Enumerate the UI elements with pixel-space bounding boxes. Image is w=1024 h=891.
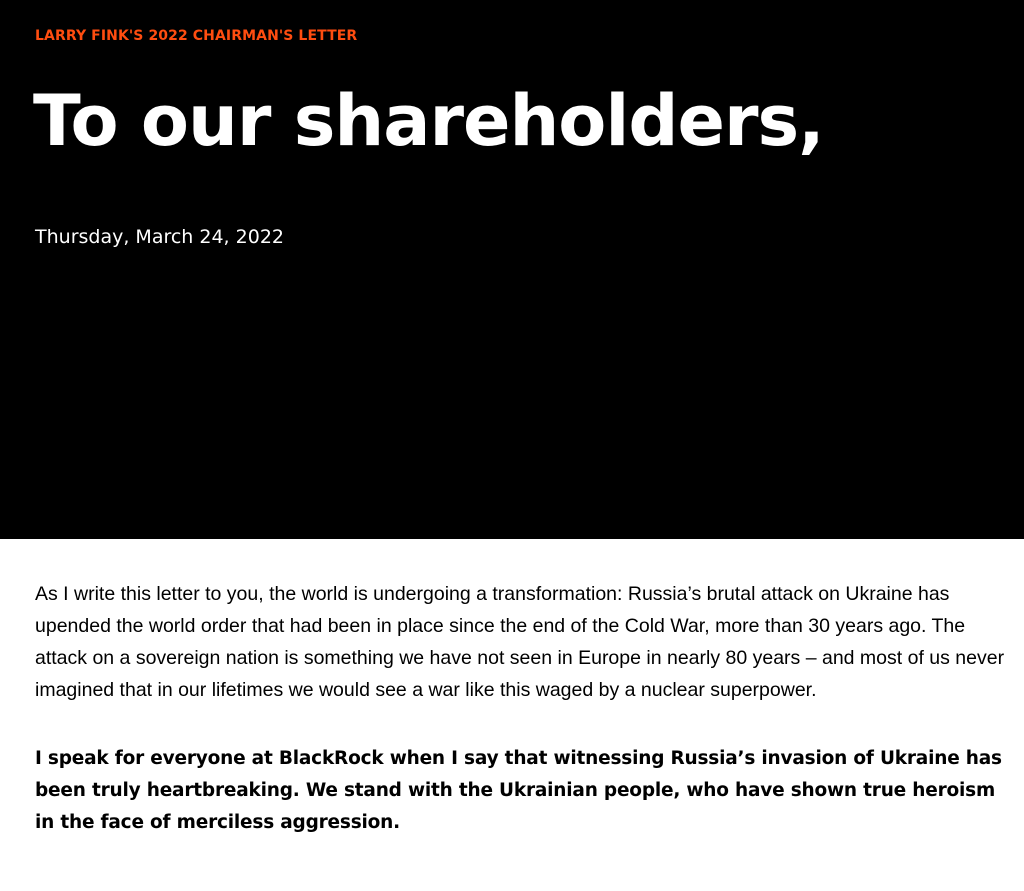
- page-title: To our shareholders,: [33, 80, 824, 162]
- body-paragraph-intro: As I write this letter to you, the world is undergoing a transformation: Russia’s brutal attack on Ukraine has upended the world order that had been in place since the end of the Cold War, more than 30 years ago. The attack on a sovereign nation is something we have not seen in Europe in nearly 80 years – and most of us never imagined that in our lifetimes we would see a war like this waged by a nuclear superpower.: [35, 583, 1005, 701]
- letter-date: Thursday, March 24, 2022: [35, 226, 284, 248]
- body-paragraph-emphasis: I speak for everyone at BlackRock when I say that witnessing Russia’s invasion of Ukraine has been truly heartbreaking. We stand with the Ukrainian people, who have shown true heroism in the face of merciless aggression.: [35, 748, 1002, 833]
- letter-eyebrow: LARRY FINK'S 2022 CHAIRMAN'S LETTER: [35, 28, 358, 44]
- letter-body: [35, 578, 1010, 839]
